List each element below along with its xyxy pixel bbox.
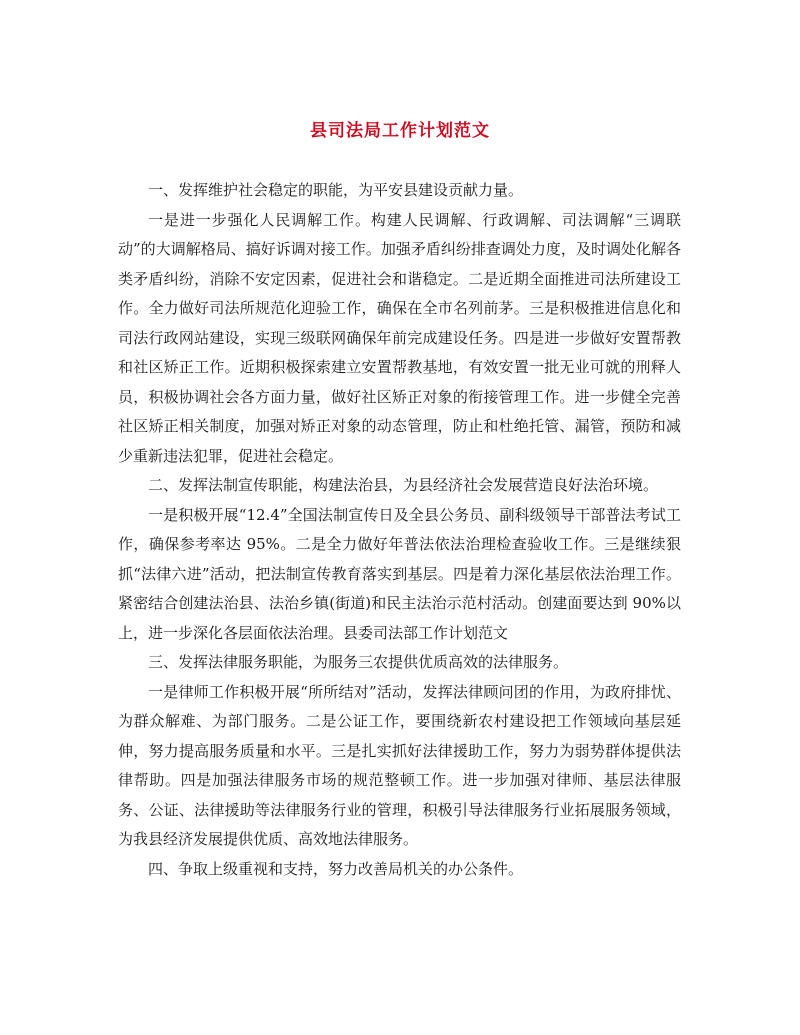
document-title: 县司法局工作计划范文 xyxy=(310,121,490,141)
section-heading-1: 一、发挥维护社会稳定的职能，为平安县建设贡献力量。 xyxy=(148,181,524,199)
section-heading-3: 三、发挥法律服务职能，为服务三农提供优质高效的法律服务。 xyxy=(148,653,569,671)
body-paragraph-3: 一是律师工作积极开展“所所结对”活动，发挥法律顾问团的作用，为政府排忧、为群众解难、为部门服务。二是公证工作，要围绕新农村建设把工作领域向基层延伸，努力提高服务质量和水平。三是扎实抓好法律援助工作，努力为弱势群体提供法律帮助。四是加强法律服务市场的规范整顿工作。进一步加强对律师、基层法律服务、公证、法律援助等法律服务行业的管理，积极引导法律服务行业拓展服务领域，为我县经济发展提供优质、高效地法律服务。 xyxy=(118,682,681,848)
section-heading-2: 二、发挥法制宣传职能，构建法治县，为县经济社会发展营造良好法治环境。 xyxy=(148,476,659,494)
section-heading-4: 四、争取上级重视和支持，努力改善局机关的办公条件。 xyxy=(148,859,524,878)
document-body xyxy=(118,176,681,884)
body-paragraph-2: 一是积极开展“12.4”全国法制宣传日及全县公务员、副科级领导干部普法考试工作，确保参考率达 95%。二是全力做好年普法依法治理检查验收工作。三是继续狠抓“法律六进”活动，把法制宣传教育落实到基层。四是着力深化基层依法治理工作。紧密结合创建法治县、法治乡镇(街道)和民主法治示范村活动。创建面要达到 90%以上，进一步深化各层面依法治理。县委司法部工作计划范文 xyxy=(118,505,681,642)
body-paragraph-1: 一是进一步强化人民调解工作。构建人民调解、行政调解、司法调解“三调联动”的大调解格局、搞好诉调对接工作。加强矛盾纠纷排查调处力度，及时调处化解各类矛盾纠纷，消除不安定因素，促进社会和谐稳定。二是近期全面推进司法所建设工作。全力做好司法所规范化迎验工作，确保在全市名列前茅。三是积极推进信息化和司法行政网站建设，实现三级联网确保年前完成建设任务。四是进一步做好安置帮教和社区矫正工作。近期积极探索建立安置帮教基地，有效安置一批无业可就的刑释人员，积极协调社会各方面力量，做好社区矫正对象的衔接管理工作。进一步健全完善社区矫正相关制度，加强对矫正对象的动态管理，防止和杜绝托管、漏管，预防和减少重新违法犯罪，促进社会稳定。 xyxy=(118,210,681,465)
